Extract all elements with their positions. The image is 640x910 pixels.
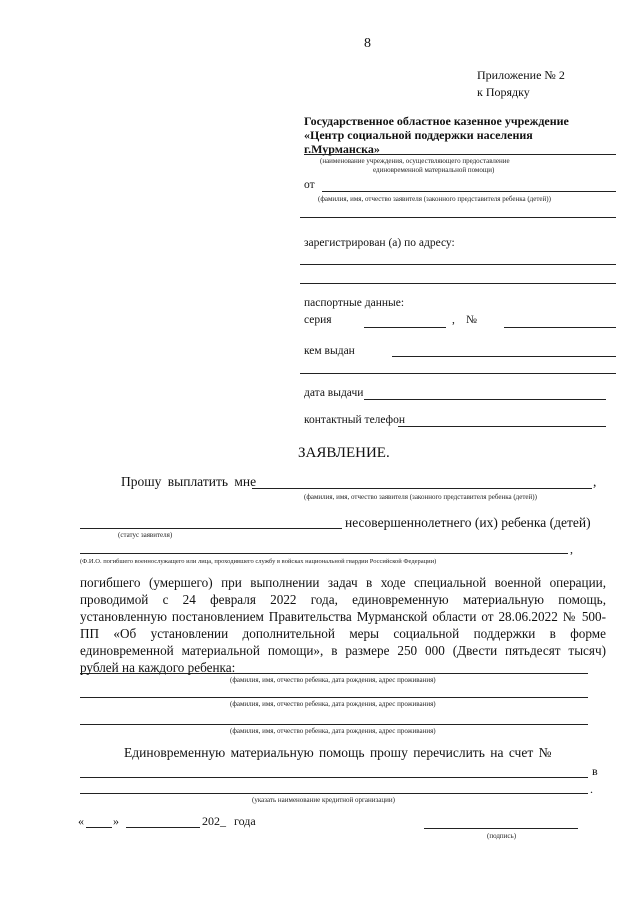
page-number: 8 bbox=[364, 36, 371, 51]
phone-label: контактный телефон bbox=[304, 414, 406, 426]
issue-date-field[interactable] bbox=[364, 399, 606, 400]
institution-caption-line1: (наименование учреждения, осуществляющего предоставление bbox=[320, 157, 510, 165]
request-field[interactable] bbox=[252, 488, 592, 489]
date-year-word: года bbox=[234, 814, 256, 828]
request-comma: , bbox=[593, 474, 597, 489]
from-field-2[interactable] bbox=[300, 217, 616, 218]
number-label: № bbox=[466, 314, 477, 326]
date-open-quote: « bbox=[78, 814, 84, 828]
child-field-2[interactable] bbox=[80, 697, 588, 698]
from-caption: (фамилия, имя, отчество заявителя (законного представителя ребенка (детей)) bbox=[318, 195, 551, 203]
child-field-1[interactable] bbox=[80, 673, 588, 674]
appendix-line2: к Порядку bbox=[477, 85, 530, 99]
signature-field[interactable] bbox=[424, 828, 578, 829]
institution-line2: «Центр социальной поддержки населения bbox=[304, 128, 533, 142]
issued-by-label: кем выдан bbox=[304, 345, 355, 357]
number-field[interactable] bbox=[504, 327, 616, 328]
institution-line1: Государственное областное казенное учреждение bbox=[304, 114, 569, 128]
date-close-quote: » bbox=[113, 814, 119, 828]
signature-caption: (подпись) bbox=[487, 832, 517, 840]
request-text: Прошу выплатить мне bbox=[121, 474, 257, 489]
from-label: от bbox=[304, 179, 315, 191]
issued-by-field-1[interactable] bbox=[392, 356, 616, 357]
document-title: ЗАЯВЛЕНИЕ. bbox=[298, 445, 390, 461]
institution-caption-line2: единовременной материальной помощи) bbox=[373, 166, 495, 174]
address-field-1[interactable] bbox=[300, 264, 616, 265]
status-field[interactable] bbox=[80, 528, 342, 529]
transfer-caption: (указать наименование кредитной организации) bbox=[252, 796, 395, 804]
issued-by-field-2[interactable] bbox=[300, 373, 616, 374]
status-caption: (статус заявителя) bbox=[118, 531, 173, 539]
series-comma: , bbox=[452, 314, 455, 326]
from-field[interactable] bbox=[322, 191, 616, 192]
request-caption: (фамилия, имя, отчество заявителя (законного представителя ребенка (детей)) bbox=[304, 493, 537, 501]
bank-field[interactable] bbox=[80, 793, 588, 794]
date-day-field[interactable] bbox=[86, 827, 112, 828]
series-label: серия bbox=[304, 314, 332, 326]
institution-line3: г.Мурманска» bbox=[304, 142, 380, 156]
status-suffix: несовершеннолетнего (их) ребенка (детей) bbox=[345, 515, 591, 530]
body-paragraph: погибшего (умершего) при выполнении задач в ходе специальной военной операции, проводимой с 24 февраля 2022 года, единовременную материальную помощь, установленную постановлением Правительства Мурманской области от 28.06.2022 № 500-ПП «Об установлении дополнительной меры социальной поддержки в форме единовременной материальной помощи», в размере 250 000 (Двести пятьдесят тысяч) рублей на каждого ребенка: bbox=[80, 575, 606, 675]
issue-date-label: дата выдачи bbox=[304, 387, 364, 399]
transfer-period: . bbox=[590, 782, 593, 796]
phone-field[interactable] bbox=[398, 426, 606, 427]
account-field[interactable] bbox=[80, 777, 588, 778]
appendix-line1: Приложение № 2 bbox=[477, 68, 565, 82]
transfer-in: в bbox=[592, 764, 598, 778]
address-field-2[interactable] bbox=[300, 283, 616, 284]
child-caption-1: (фамилия, имя, отчество ребенка, дата рождения, адрес проживания) bbox=[230, 676, 436, 684]
date-year: 202_ bbox=[202, 814, 226, 828]
child-caption-2: (фамилия, имя, отчество ребенка, дата рождения, адрес проживания) bbox=[230, 700, 436, 708]
deceased-comma: , bbox=[570, 542, 573, 556]
transfer-text: Единовременную материальную помощь прошу перечислить на счет № bbox=[124, 745, 552, 760]
address-label: зарегистрирован (а) по адресу: bbox=[304, 237, 455, 249]
child-caption-3: (фамилия, имя, отчество ребенка, дата рождения, адрес проживания) bbox=[230, 727, 436, 735]
deceased-field[interactable] bbox=[80, 553, 568, 554]
date-month-field[interactable] bbox=[126, 827, 200, 828]
institution-underline bbox=[304, 154, 616, 155]
deceased-caption: (Ф.И.О. погибшего военнослужащего или лица, проходившего службу в войсках национальной гвардии Российской Федерации) bbox=[80, 558, 437, 565]
passport-label: паспортные данные: bbox=[304, 297, 405, 309]
series-field[interactable] bbox=[364, 327, 446, 328]
child-field-3[interactable] bbox=[80, 724, 588, 725]
